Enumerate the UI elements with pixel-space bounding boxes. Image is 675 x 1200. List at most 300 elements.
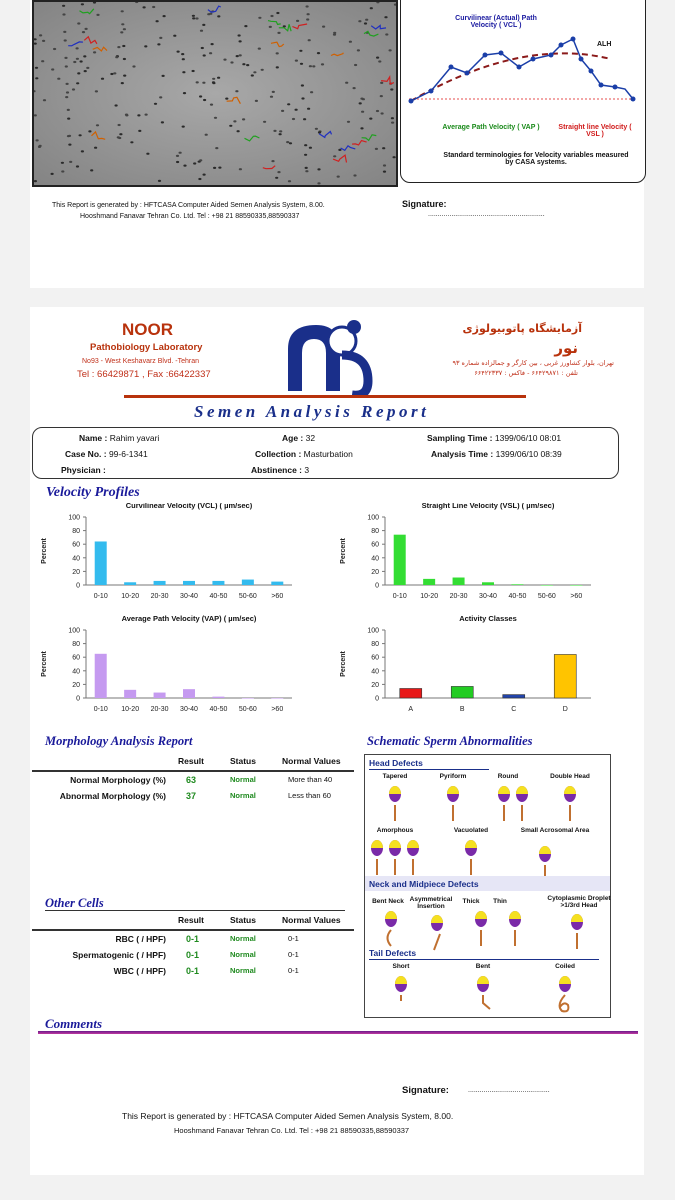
physician-row xyxy=(61,465,106,475)
analysis-time: 1399/06/10 08:39 xyxy=(495,449,562,459)
sperm-dot xyxy=(115,56,118,58)
sperm-dot xyxy=(154,103,157,105)
bar xyxy=(154,693,166,698)
sperm-dot xyxy=(305,170,308,172)
bar xyxy=(154,581,166,585)
report-page xyxy=(30,307,644,1175)
row-status: Normal xyxy=(230,933,256,943)
sperm-dot xyxy=(117,46,120,48)
sperm-dot xyxy=(176,155,179,157)
bar xyxy=(453,578,465,585)
bar xyxy=(451,686,473,698)
sperm-dot xyxy=(223,59,226,61)
row-normal-value: Less than 60 xyxy=(288,790,331,800)
sperm-dot xyxy=(182,71,185,73)
y-tick-label: 80 xyxy=(371,641,379,649)
sperm-dot xyxy=(82,31,85,33)
sperm-dot xyxy=(62,5,65,7)
top-footer-line1: This Report is generated by : HFTCASA Computer Aided Semen Analysis System, 8.00. xyxy=(52,202,325,209)
sperm-dot xyxy=(353,174,356,176)
top-signature-line: ............................................................ xyxy=(428,211,545,218)
sperm-dot xyxy=(143,6,146,8)
row-status: Normal xyxy=(230,774,256,784)
patient-info-box xyxy=(32,427,619,479)
sperm-dot xyxy=(121,10,124,12)
sperm-diagram-icon xyxy=(442,783,464,823)
sperm-diagram-icon xyxy=(390,973,412,1013)
x-tick-label: 10-20 xyxy=(121,593,140,600)
x-tick-label: B xyxy=(459,706,465,713)
x-tick-label: 50-60 xyxy=(238,593,257,600)
sperm-dot xyxy=(137,114,140,116)
sperm-dot xyxy=(81,150,84,152)
comments-rule xyxy=(38,1031,638,1034)
sperm-dot xyxy=(51,68,54,70)
sperm-dot xyxy=(199,159,202,161)
sperm-dot xyxy=(239,40,242,42)
morphology-row xyxy=(32,788,350,804)
sperm-dot xyxy=(215,147,218,149)
y-tick-label: 100 xyxy=(68,627,80,635)
sperm-dot xyxy=(96,124,99,126)
col-result: Result xyxy=(178,756,204,766)
bar xyxy=(124,582,136,585)
x-tick-label: 20-30 xyxy=(449,593,468,600)
y-axis-label: Percent xyxy=(41,538,48,564)
chart-title: Curvilinear Velocity (VCL) ( µm/sec) xyxy=(125,503,253,510)
abnormality-label: Amorphous xyxy=(376,827,414,834)
sperm-dot xyxy=(225,98,228,100)
sperm-dot xyxy=(277,171,280,173)
sperm-dot xyxy=(80,60,83,62)
bar xyxy=(242,580,254,585)
sperm-dot xyxy=(36,139,39,141)
sperm-dot xyxy=(301,97,304,99)
sperm-dot xyxy=(217,77,220,79)
abstinence-days: 3 xyxy=(304,465,310,475)
sperm-dot xyxy=(276,52,279,54)
sperm-dot xyxy=(304,144,307,146)
sperm-dot xyxy=(122,45,125,47)
morphology-table xyxy=(32,756,350,804)
lab-subtitle: Pathobiology Laboratory xyxy=(90,342,203,353)
sperm-dot xyxy=(123,75,126,77)
sperm-dot xyxy=(202,82,205,84)
tail-defects-title: Tail Defects xyxy=(369,948,417,958)
sperm-dot xyxy=(269,26,272,28)
sperm-dot xyxy=(347,121,350,123)
collection-label: Collection : xyxy=(255,449,302,459)
sperm-dot xyxy=(307,108,310,110)
sperm-dot xyxy=(277,32,280,34)
y-tick-label: 100 xyxy=(367,514,379,522)
sperm-diagram-icon xyxy=(470,908,492,948)
sperm-dot xyxy=(144,45,147,47)
noor-logo xyxy=(282,315,374,397)
sperm-dot xyxy=(238,34,241,36)
abnormality-label: Coiled xyxy=(555,963,575,970)
y-axis-label: Percent xyxy=(41,651,48,677)
neck-defects-title: Neck and Midpiece Defects xyxy=(369,879,479,889)
fa-address: تهران، بلوار کشاورز غربی ، بین کارگر و جمالزاده شماره ۹۳ xyxy=(452,359,614,367)
morphology-row xyxy=(32,772,350,788)
report-title: Semen Analysis Report xyxy=(194,402,430,421)
head-defects-title: Head Defects xyxy=(369,758,423,768)
sperm-dot xyxy=(239,54,242,56)
morphology-title: Morphology Analysis Report xyxy=(45,734,193,748)
sperm-dot xyxy=(292,118,295,120)
other-cells-table xyxy=(32,915,350,979)
y-tick-label: 40 xyxy=(371,555,379,563)
sperm-dot xyxy=(337,176,340,178)
abnormality-label: Thin xyxy=(493,898,507,905)
fa-lab-name: نور xyxy=(554,339,578,357)
x-tick-label: A xyxy=(408,706,414,713)
previous-report-page xyxy=(30,0,644,288)
y-tick-label: 60 xyxy=(371,541,379,549)
y-axis-label: Percent xyxy=(340,651,347,677)
abnormality-label: Asymmetrical Insertion xyxy=(409,896,453,910)
sperm-dot xyxy=(271,160,274,162)
sperm-dot xyxy=(376,110,379,112)
row-label: Spermatogenic ( / HPF) xyxy=(72,949,166,960)
sperm-dot xyxy=(42,40,45,42)
sperm-dot xyxy=(218,167,221,169)
sperm-dot xyxy=(370,7,373,9)
x-tick-label: 0-10 xyxy=(93,706,108,713)
collection-method: Masturbation xyxy=(303,449,353,459)
x-tick-label: 40-50 xyxy=(508,593,527,600)
sperm-dot xyxy=(301,84,304,86)
sperm-dot xyxy=(76,58,79,60)
sperm-dot xyxy=(81,3,84,5)
lab-name: NOOR xyxy=(122,320,173,339)
row-result: 63 xyxy=(186,774,197,785)
sperm-dot xyxy=(158,180,161,182)
sperm-dot xyxy=(138,130,141,132)
header-rule xyxy=(124,395,526,398)
sperm-dot xyxy=(156,20,159,22)
row-label: RBC ( / HPF) xyxy=(115,933,166,944)
bar xyxy=(511,584,523,585)
bar xyxy=(212,581,224,585)
schematic-title: Schematic Sperm Abnormalities xyxy=(367,734,533,748)
bar xyxy=(212,697,224,698)
sperm-dot xyxy=(66,83,69,85)
sperm-dot xyxy=(62,13,65,15)
sampling-row xyxy=(427,433,561,443)
bar xyxy=(554,654,576,698)
sperm-dot xyxy=(199,95,202,97)
abnormality-label: Short xyxy=(392,963,410,970)
chart-4 xyxy=(340,614,591,713)
sperm-dot xyxy=(132,65,135,67)
sperm-dot xyxy=(389,49,392,51)
bar xyxy=(183,581,195,585)
sperm-dot xyxy=(146,153,149,155)
sperm-dot xyxy=(209,52,212,54)
sperm-dot xyxy=(88,130,91,132)
abstinence-row xyxy=(251,465,309,475)
sperm-dot xyxy=(258,48,261,50)
patient-name: Rahim yavari xyxy=(109,433,160,443)
sperm-diagram-icon xyxy=(504,908,526,948)
terminology-note: Standard terminologies for Velocity variables measured by CASA systems. xyxy=(443,152,629,166)
sampling-label: Sampling Time : xyxy=(427,433,493,443)
sperm-dot xyxy=(338,149,341,151)
sperm-dot xyxy=(179,152,182,154)
sperm-dot xyxy=(72,88,75,90)
sperm-dot xyxy=(358,20,361,22)
sperm-diagram-icon xyxy=(380,908,402,948)
sperm-dot xyxy=(163,15,166,17)
sperm-dot xyxy=(229,125,232,127)
sperm-dot xyxy=(213,167,216,169)
sperm-dot xyxy=(304,154,307,156)
y-tick-label: 20 xyxy=(72,681,80,689)
sperm-dot xyxy=(369,118,372,120)
other-cells-row xyxy=(32,931,350,947)
velocity-profiles-title: Velocity Profiles xyxy=(46,485,140,500)
sperm-dot xyxy=(39,34,42,36)
bar xyxy=(183,689,195,698)
abnormality-label: Cytoplasmic Droplet >1/3rd Head xyxy=(547,895,611,909)
x-tick-label: 0-10 xyxy=(93,593,108,600)
top-signature-label: Signature: xyxy=(402,199,447,209)
sperm-dot xyxy=(117,136,120,138)
comments-title: Comments xyxy=(45,1016,103,1031)
sperm-dot xyxy=(159,96,162,98)
y-tick-label: 40 xyxy=(371,668,379,676)
sperm-dot xyxy=(279,130,282,132)
sperm-dot xyxy=(96,14,99,16)
sperm-dot xyxy=(300,63,303,65)
sperm-dot xyxy=(119,133,122,135)
sperm-dot xyxy=(242,63,245,65)
sperm-dot xyxy=(289,142,292,144)
sperm-dot xyxy=(130,141,133,143)
name-row xyxy=(79,433,179,443)
sperm-dot xyxy=(381,112,384,114)
sperm-dot xyxy=(279,133,282,135)
sperm-dot xyxy=(205,134,208,136)
sperm-dot xyxy=(287,103,290,105)
sperm-dot xyxy=(382,147,385,149)
col-status: Status xyxy=(230,915,256,925)
x-tick-label: 20-30 xyxy=(150,706,169,713)
sperm-dot xyxy=(69,161,72,163)
abnormalities-box xyxy=(364,754,611,1018)
y-tick-label: 100 xyxy=(68,514,80,522)
sperm-dot xyxy=(86,67,89,69)
sperm-dot xyxy=(63,31,66,33)
x-tick-label: 10-20 xyxy=(121,706,140,713)
sperm-dot xyxy=(217,15,220,17)
sperm-dot xyxy=(173,35,176,37)
sperm-dot xyxy=(317,182,320,184)
y-tick-label: 0 xyxy=(375,695,379,703)
sperm-dot xyxy=(333,34,336,36)
y-tick-label: 20 xyxy=(371,681,379,689)
y-tick-label: 60 xyxy=(72,541,80,549)
sperm-dot xyxy=(73,61,76,63)
sperm-dot xyxy=(181,53,184,55)
sperm-dot xyxy=(115,104,118,106)
sperm-dot xyxy=(35,67,38,69)
abnormality-label: Round xyxy=(497,773,519,780)
sperm-dot xyxy=(118,124,121,126)
sperm-dot xyxy=(77,72,80,74)
velocity-charts xyxy=(30,503,644,733)
sperm-dot xyxy=(101,78,104,80)
sperm-dot xyxy=(212,82,215,84)
sperm-dot xyxy=(306,18,309,20)
sperm-dot xyxy=(333,155,336,157)
bar xyxy=(541,585,553,586)
sperm-dot xyxy=(61,162,64,164)
row-result: 0-1 xyxy=(186,965,200,976)
abstinence-label: Abstinence : xyxy=(251,465,303,475)
row-status: Normal xyxy=(230,790,256,800)
bar xyxy=(242,698,254,699)
other-cells-underline xyxy=(45,910,345,911)
sperm-dot xyxy=(276,66,279,68)
bar xyxy=(400,688,422,698)
sperm-dot xyxy=(207,13,210,15)
sperm-dot xyxy=(152,6,155,8)
sperm-dot xyxy=(286,141,289,143)
case-label: Case No. : xyxy=(65,449,107,459)
name-label: Name : xyxy=(79,433,108,443)
other-cells-title: Other Cells xyxy=(45,896,104,910)
footer-line2: Hooshmand Fanavar Tehran Co. Ltd. Tel : +98 21 88590335,88590337 xyxy=(174,1126,410,1135)
sperm-dot xyxy=(364,22,367,24)
sperm-diagram-icon xyxy=(472,973,494,1013)
y-tick-label: 60 xyxy=(371,654,379,662)
sperm-dot xyxy=(383,164,386,166)
other-cells-row xyxy=(32,947,350,963)
sperm-dot xyxy=(200,30,203,32)
x-tick-label: 50-60 xyxy=(238,706,257,713)
sperm-dot xyxy=(309,147,312,149)
sperm-dot xyxy=(68,144,71,146)
sperm-dot xyxy=(176,161,179,163)
sperm-diagram-icon xyxy=(384,783,406,823)
analysis-label: Analysis Time : xyxy=(431,449,494,459)
sperm-dot xyxy=(354,64,357,66)
sperm-dot xyxy=(64,57,67,59)
row-result: 37 xyxy=(186,790,197,801)
age-row xyxy=(282,433,315,443)
y-tick-label: 0 xyxy=(375,582,379,590)
sperm-dot xyxy=(309,65,312,67)
sperm-dot xyxy=(384,16,387,18)
sperm-dot xyxy=(315,128,318,130)
chart-title: Average Path Velocity (VAP) ( µm/sec) xyxy=(121,614,257,623)
fa-lab-title: آزمایشگاه پاتوبیولوژی xyxy=(462,322,582,335)
col-normal-values: Normal Values xyxy=(282,756,341,766)
sperm-diagram-icon xyxy=(511,783,533,823)
sperm-dot xyxy=(312,65,315,67)
x-tick-label: 0-10 xyxy=(392,593,407,600)
vcl-label: Curvilinear (Actual) Path Velocity ( VCL ) xyxy=(455,15,537,29)
sperm-dot xyxy=(258,17,261,19)
sperm-dot xyxy=(233,120,236,122)
row-status: Normal xyxy=(230,965,256,975)
sperm-dot xyxy=(246,64,249,66)
sperm-dot xyxy=(353,87,356,89)
col-status: Status xyxy=(230,756,256,766)
sperm-dot xyxy=(272,91,275,93)
row-status: Normal xyxy=(230,949,256,959)
bar xyxy=(95,541,107,585)
case-number: 99-6-1341 xyxy=(108,449,148,459)
x-tick-label: 40-50 xyxy=(209,593,228,600)
sperm-dot xyxy=(203,54,206,56)
fa-phone: تلفن : ۶۶۴۲۹۸۷۱ - فاکس : ۶۶۴۲۲۳۳۷ xyxy=(474,369,578,377)
x-tick-label: 20-30 xyxy=(150,593,169,600)
sperm-dot xyxy=(255,100,258,102)
sperm-dot xyxy=(362,98,365,100)
sperm-dot xyxy=(157,43,160,45)
sperm-dot xyxy=(303,118,306,120)
row-result: 0-1 xyxy=(186,949,200,960)
sperm-dot xyxy=(393,156,396,158)
sperm-dot xyxy=(66,91,69,93)
sperm-dot xyxy=(383,171,386,173)
sperm-dot xyxy=(145,114,148,116)
x-tick-label: D xyxy=(562,706,568,713)
sperm-dot xyxy=(83,55,86,57)
sperm-dot xyxy=(239,168,242,170)
chart-3 xyxy=(41,614,292,713)
velocity-diagram-box xyxy=(400,0,646,183)
sperm-dot xyxy=(376,57,379,59)
sperm-dot xyxy=(65,65,68,67)
sperm-dot xyxy=(305,167,308,169)
sperm-dot xyxy=(261,69,264,71)
sperm-dot xyxy=(391,122,394,124)
sperm-dot xyxy=(345,82,348,84)
sperm-dot xyxy=(349,41,352,43)
sperm-dot xyxy=(211,43,214,45)
row-label: Abnormal Morphology (%) xyxy=(59,790,166,801)
sperm-dot xyxy=(321,63,324,65)
bar xyxy=(423,579,435,585)
x-tick-label: 40-50 xyxy=(209,706,228,713)
lab-phone: Tel : 66429871 , Fax :66422337 xyxy=(77,369,211,380)
sperm-dot xyxy=(296,20,299,22)
bar xyxy=(570,585,582,586)
sperm-dot xyxy=(251,74,254,76)
y-tick-label: 40 xyxy=(72,555,80,563)
row-result: 0-1 xyxy=(186,933,200,944)
y-tick-label: 80 xyxy=(72,641,80,649)
sperm-dot xyxy=(235,90,238,92)
sperm-dot xyxy=(308,39,311,41)
sperm-dot xyxy=(120,31,123,33)
sperm-dot xyxy=(380,95,383,97)
sperm-diagram-icon xyxy=(559,783,581,823)
sperm-dot xyxy=(361,111,364,113)
x-tick-label: 30-40 xyxy=(479,593,497,600)
sperm-dot xyxy=(322,26,325,28)
sperm-dot xyxy=(123,28,126,30)
sperm-dot xyxy=(76,82,79,84)
sperm-dot xyxy=(244,25,247,27)
bar xyxy=(271,582,283,585)
age-label: Age : xyxy=(282,433,304,443)
